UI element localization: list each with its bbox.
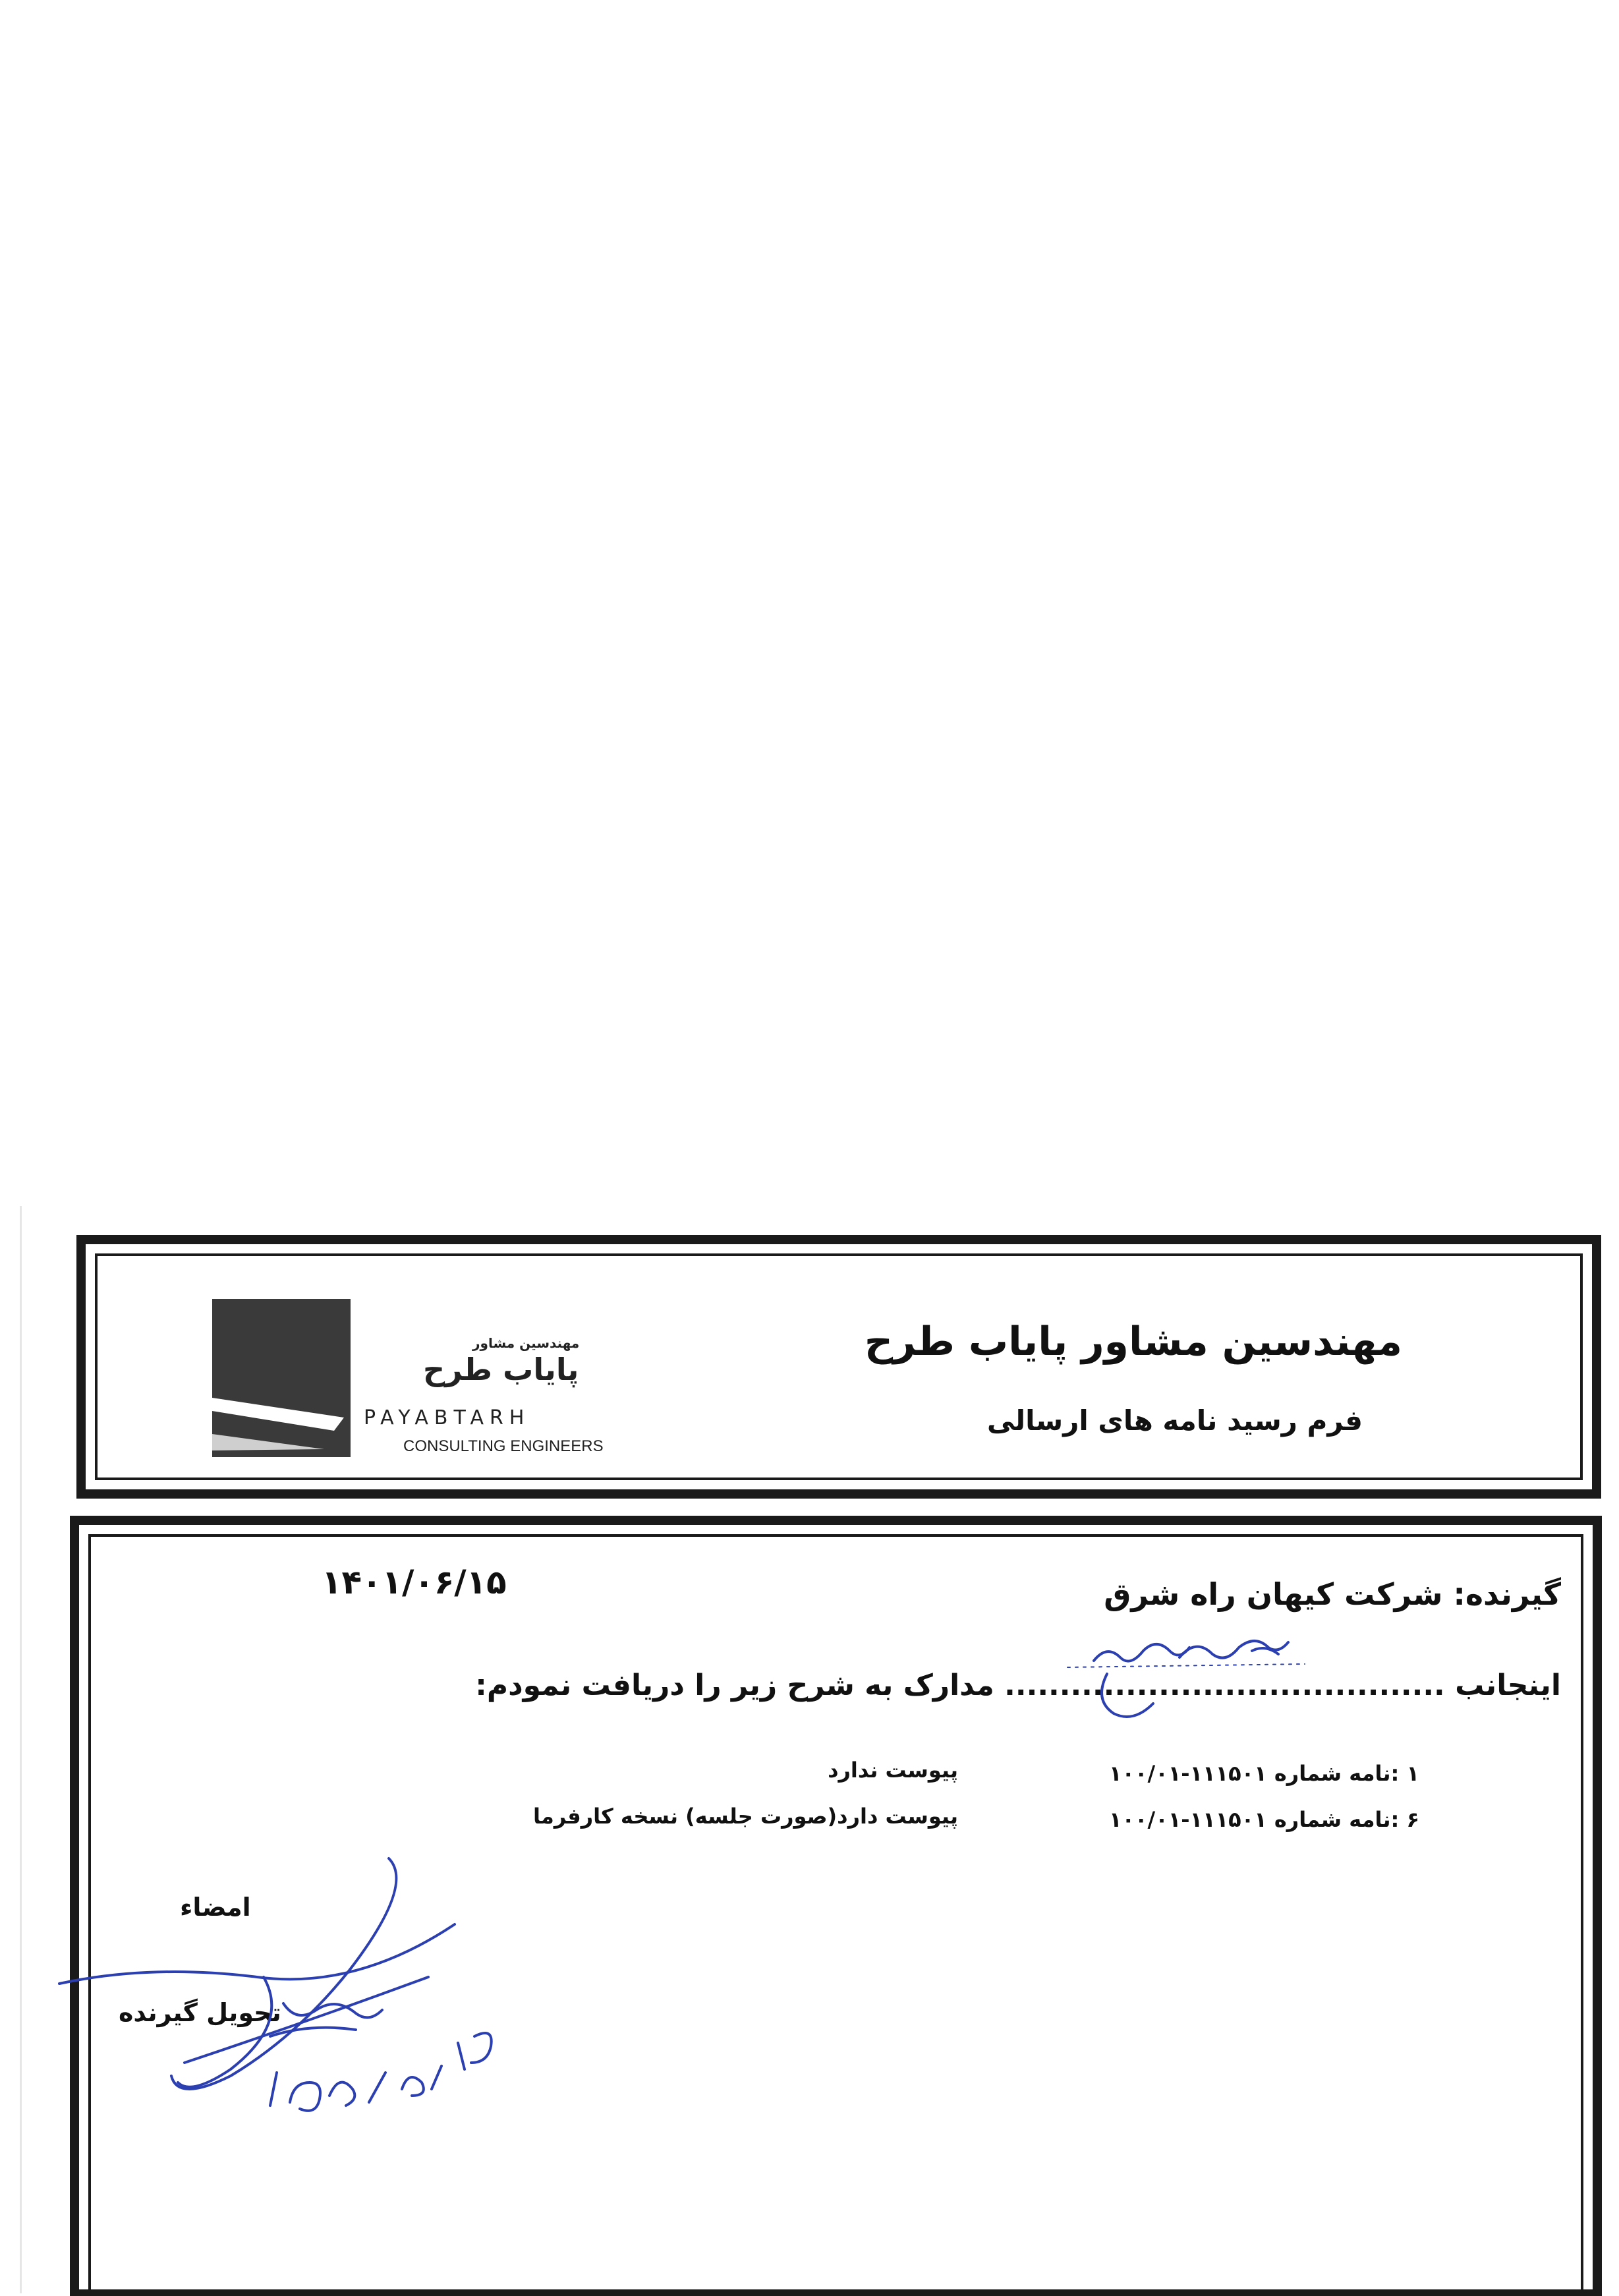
scan-edge bbox=[20, 1206, 22, 2293]
receipt-inner-frame bbox=[88, 1534, 1583, 2293]
item-1-attachment-note: پیوست ندارد bbox=[828, 1758, 958, 1783]
statement-suffix: مدارک به شرح زیر را دریافت نمودم: bbox=[475, 1669, 994, 1702]
logo-english-name: PAYABTARH bbox=[364, 1406, 530, 1429]
logo-persian-name: پایاب طرح bbox=[423, 1352, 579, 1387]
receipt-statement bbox=[475, 1669, 1561, 1702]
receipt-body-box bbox=[70, 1516, 1602, 2293]
item-2-attachment-note: پیوست دارد(صورت جلسه) نسخه کارفرما bbox=[533, 1804, 958, 1829]
name-blank: ........................................ bbox=[1004, 1669, 1445, 1702]
item-1-letter-number: ۱ :نامه شماره ۱۱۱۵۰۱-۱۰۰/۰۱ bbox=[1108, 1761, 1419, 1786]
letterhead-box bbox=[76, 1235, 1601, 1499]
company-title: مهندسین مشاور پایاب طرح bbox=[864, 1319, 1402, 1365]
logo-english-subtitle: CONSULTING ENGINEERS bbox=[403, 1437, 604, 1455]
logo-mark-icon bbox=[212, 1299, 351, 1457]
statement-prefix: اینجانب bbox=[1455, 1669, 1561, 1702]
item-2-letter-number: ۶ :نامه شماره ۱۱۱۵۰۱-۱۰۰/۰۱ bbox=[1108, 1807, 1419, 1832]
logo-persian-subtitle: مهندسین مشاور bbox=[472, 1335, 580, 1351]
form-title: فرم رسید نامه های ارسالی bbox=[986, 1404, 1363, 1437]
letterhead-inner-frame bbox=[95, 1253, 1583, 1480]
receiver-line: گیرنده: شرکت کیهان راه شرق bbox=[1104, 1576, 1561, 1612]
receiver-label: تحویل گیرنده bbox=[119, 1998, 281, 2027]
company-logo bbox=[212, 1299, 673, 1464]
bottom-border bbox=[70, 2289, 1602, 2296]
signature-label: امضاء bbox=[180, 1893, 251, 1922]
document-date: ۱۴۰۱/۰۶/۱۵ bbox=[322, 1563, 507, 1601]
